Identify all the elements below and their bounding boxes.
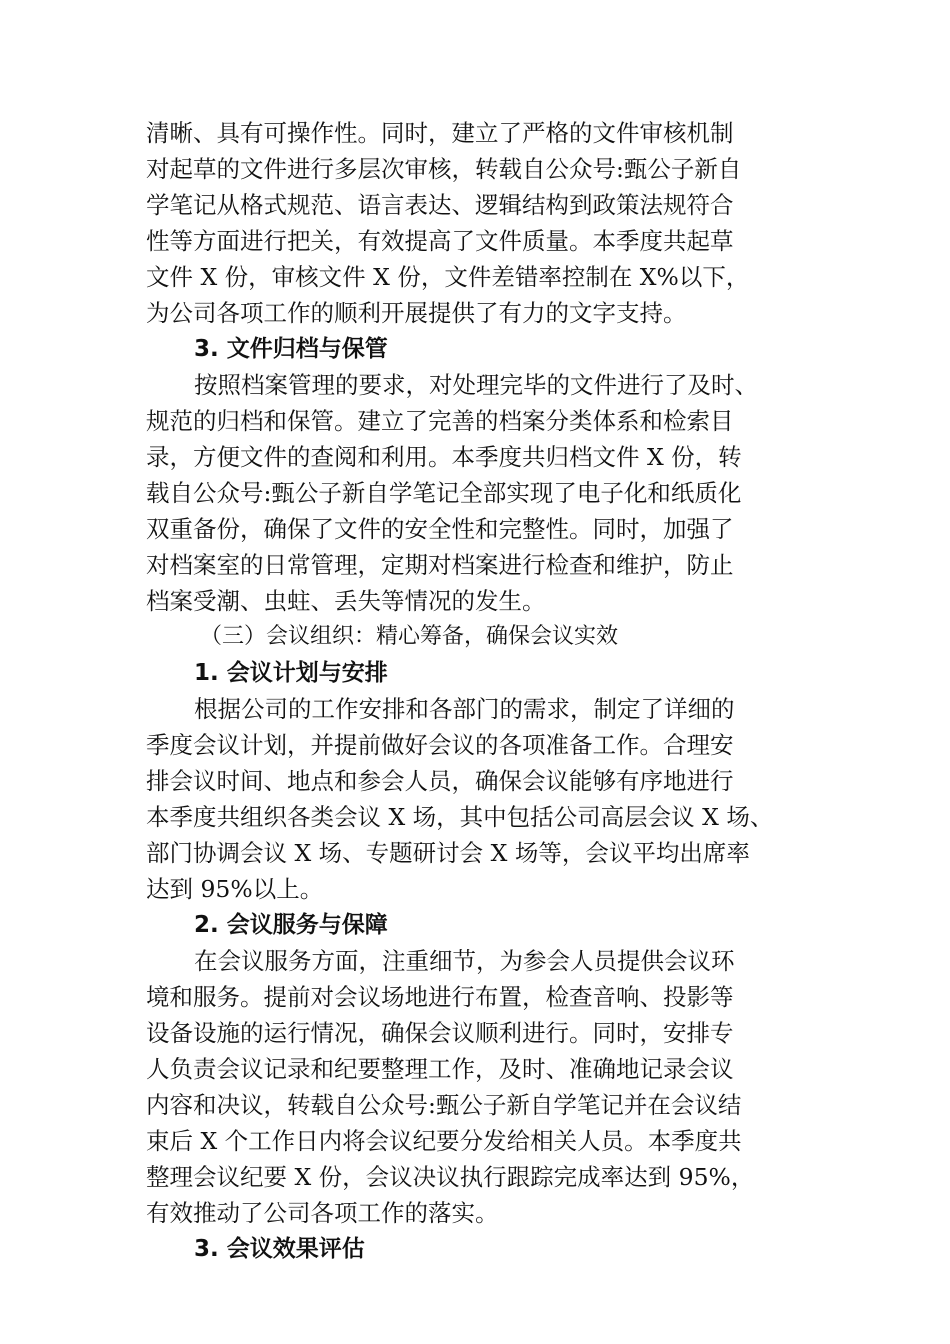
- body-line: 为公司各项工作的顺利开展提供了有力的文字支持。: [146, 299, 687, 327]
- body-line: 文件 X 份，审核文件 X 份，文件差错率控制在 X%以下，: [146, 263, 750, 291]
- body-line: 双重备份，确保了文件的安全性和完整性。同时，加强了: [146, 515, 734, 543]
- body-line: 对起草的文件进行多层次审核，转载自公众号:甄公子新自: [146, 155, 742, 183]
- body-line: 对档案室的日常管理，定期对档案进行检查和维护，防止: [146, 551, 734, 579]
- paragraph-first-line: 根据公司的工作安排和各部门的需求，制定了详细的: [194, 695, 735, 723]
- body-line: 学笔记从格式规范、语言表达、逻辑结构到政策法规符合: [146, 191, 734, 219]
- body-line: 部门协调会议 X 场、专题研讨会 X 场等，会议平均出席率: [146, 839, 750, 867]
- body-line: 设备设施的运行情况，确保会议顺利进行。同时，安排专: [146, 1019, 734, 1047]
- subsection-heading: （三）会议组织：精心筹备，确保会议实效: [200, 624, 619, 649]
- body-line: 达到 95%以上。: [146, 875, 324, 903]
- body-line: 人负责会议记录和纪要整理工作，及时、准确地记录会议: [146, 1055, 734, 1083]
- body-line: 载自公众号:甄公子新自学笔记全部实现了电子化和纸质化: [146, 479, 742, 507]
- body-line: 束后 X 个工作日内将会议纪要分发给相关人员。本季度共: [146, 1127, 742, 1155]
- paragraph-first-line: 按照档案管理的要求，对处理完毕的文件进行了及时、: [194, 371, 758, 399]
- paragraph-first-line: 在会议服务方面，注重细节，为参会人员提供会议环: [194, 947, 735, 975]
- body-line: 性等方面进行把关，有效提高了文件质量。本季度共起草: [146, 227, 734, 255]
- section-heading: 2. 会议服务与保障: [194, 912, 388, 938]
- body-line: 排会议时间、地点和参会人员，确保会议能够有序地进行: [146, 767, 734, 795]
- section-heading: 3. 会议效果评估: [194, 1236, 365, 1262]
- body-line: 规范的归档和保管。建立了完善的档案分类体系和检索目: [146, 407, 734, 435]
- body-line: 有效推动了公司各项工作的落实。: [146, 1199, 499, 1227]
- body-line: 整理会议纪要 X 份，会议决议执行跟踪完成率达到 95%，: [146, 1163, 755, 1191]
- body-line: 内容和决议，转载自公众号:甄公子新自学笔记并在会议结: [146, 1091, 742, 1119]
- section-heading: 1. 会议计划与安排: [194, 660, 388, 686]
- body-line: 境和服务。提前对会议场地进行布置，检查音响、投影等: [146, 983, 734, 1011]
- body-line: 本季度共组织各类会议 X 场，其中包括公司高层会议 X 场、: [146, 803, 774, 831]
- body-line: 档案受潮、虫蛀、丢失等情况的发生。: [146, 587, 546, 615]
- body-line: 季度会议计划，并提前做好会议的各项准备工作。合理安: [146, 731, 734, 759]
- section-heading: 3. 文件归档与保管: [194, 336, 388, 362]
- body-line: 录，方便文件的查阅和利用。本季度共归档文件 X 份，转: [146, 443, 742, 471]
- body-line: 清晰、具有可操作性。同时，建立了严格的文件审核机制: [146, 119, 734, 147]
